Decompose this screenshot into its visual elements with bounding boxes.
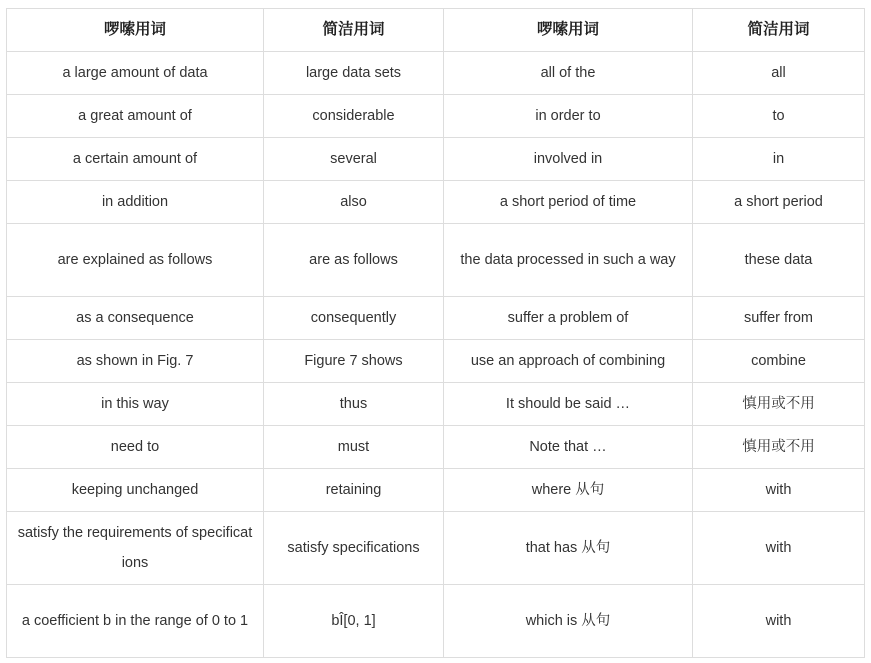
header-verbose-1: 啰嗦用词 (7, 9, 264, 52)
table-cell: consequently (264, 297, 444, 340)
table-cell: as a consequence (7, 297, 264, 340)
table-cell: suffer from (693, 297, 865, 340)
table-cell: several (264, 138, 444, 181)
table-row (7, 383, 865, 426)
table-cell: a large amount of data (7, 52, 264, 95)
table-cell: a short period (693, 181, 865, 224)
table-cell: must (264, 426, 444, 469)
table-cell: as shown in Fig. 7 (7, 340, 264, 383)
table-row (7, 469, 865, 512)
table-cell: in order to (444, 95, 693, 138)
table-cell: involved in (444, 138, 693, 181)
table-cell: are as follows (264, 224, 444, 297)
table-row (7, 426, 865, 469)
table-row (7, 181, 865, 224)
table-cell: in this way (7, 383, 264, 426)
table-cell: in addition (7, 181, 264, 224)
table-cell: suffer a problem of (444, 297, 693, 340)
table-cell: all of the (444, 52, 693, 95)
table-cell: bÎ[0, 1] (264, 585, 444, 658)
table-cell: Note that … (444, 426, 693, 469)
table-cell: satisfy the requirements of specifications (7, 512, 264, 585)
table-cell: with (693, 585, 865, 658)
table-cell: retaining (264, 469, 444, 512)
table-cell: that has 从句 (444, 512, 693, 585)
table-cell: thus (264, 383, 444, 426)
table-cell: these data (693, 224, 865, 297)
table-cell: the data processed in such a way (444, 224, 693, 297)
table-cell: all (693, 52, 865, 95)
table-row (7, 138, 865, 181)
header-concise-1: 简洁用词 (264, 9, 444, 52)
table-row (7, 224, 865, 297)
word-comparison-table (6, 8, 865, 658)
table-cell: in (693, 138, 865, 181)
table-cell: to (693, 95, 865, 138)
table-cell: need to (7, 426, 264, 469)
table-cell: combine (693, 340, 865, 383)
table-cell: also (264, 181, 444, 224)
table-cell: use an approach of combining (444, 340, 693, 383)
header-row (7, 9, 865, 52)
table-cell: with (693, 512, 865, 585)
table-cell: It should be said … (444, 383, 693, 426)
table-cell: considerable (264, 95, 444, 138)
header-concise-2: 简洁用词 (693, 9, 865, 52)
table-cell: large data sets (264, 52, 444, 95)
table-row (7, 52, 865, 95)
table-cell: 慎用或不用 (693, 383, 865, 426)
table-row (7, 585, 865, 658)
table-row (7, 95, 865, 138)
header-verbose-2: 啰嗦用词 (444, 9, 693, 52)
table-cell: with (693, 469, 865, 512)
table-cell: are explained as follows (7, 224, 264, 297)
table-cell: a certain amount of (7, 138, 264, 181)
table-cell: a great amount of (7, 95, 264, 138)
table-cell: where 从句 (444, 469, 693, 512)
table-cell: satisfy specifications (264, 512, 444, 585)
table-cell: keeping unchanged (7, 469, 264, 512)
table-cell: a coefficient b in the range of 0 to 1 (7, 585, 264, 658)
table-row (7, 297, 865, 340)
table-cell: 慎用或不用 (693, 426, 865, 469)
table-cell: a short period of time (444, 181, 693, 224)
table-row (7, 340, 865, 383)
table-row (7, 512, 865, 585)
table-cell: Figure 7 shows (264, 340, 444, 383)
table-cell: which is 从句 (444, 585, 693, 658)
